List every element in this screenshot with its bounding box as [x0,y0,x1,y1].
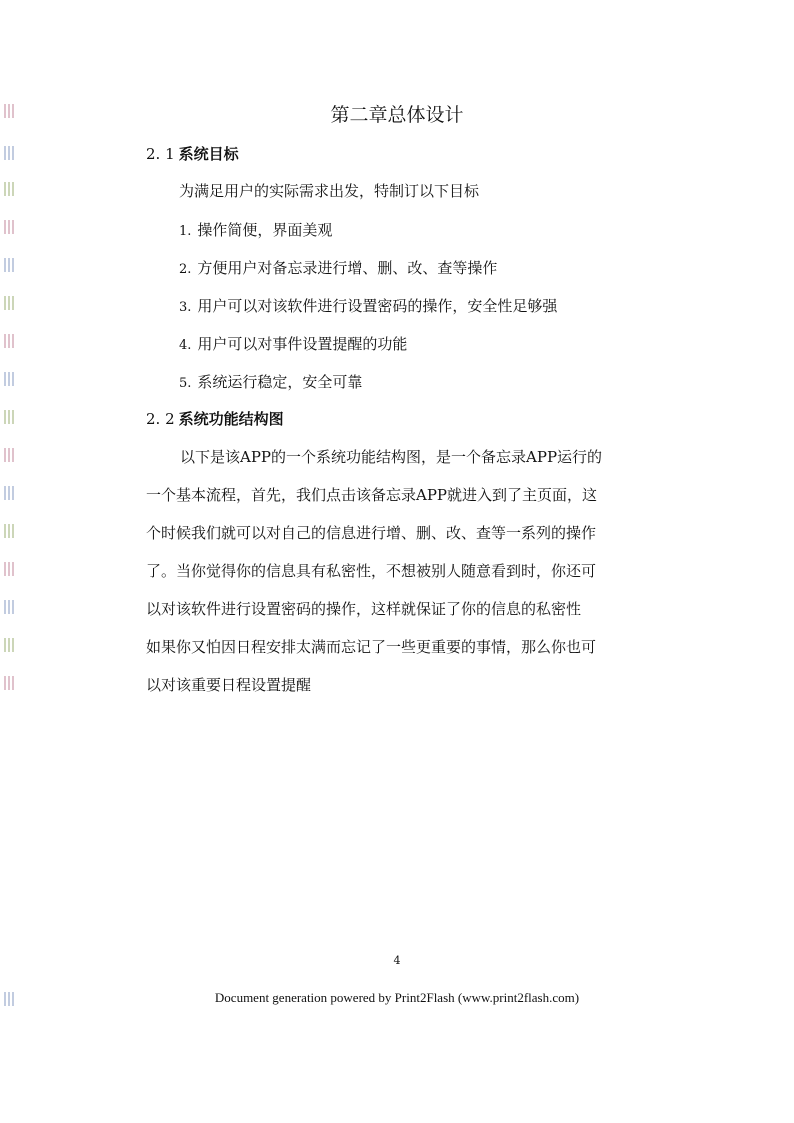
chapter-title: 第二章总体设计 [330,104,464,126]
goal-item: 3. 用户可以对该软件进行设置密码的操作，安全性足够强 [179,297,558,315]
margin-artifact-mark [4,372,14,386]
margin-artifact-mark [4,410,14,424]
margin-artifact-mark [4,448,14,462]
section-title: 系统功能结构图 [178,410,284,428]
margin-artifact-mark [4,334,14,348]
body-paragraph [146,438,651,704]
margin-artifact-mark [4,486,14,500]
section-number: 2. 2 [146,410,175,428]
margin-artifact-mark [4,220,14,234]
paragraph-line: 一个基本流程，首先，我们点击该备忘录APP就进入到了主页面，这 [146,486,598,504]
margin-artifact-mark [4,600,14,614]
paragraph-line: 个时候我们就可以对自己的信息进行增、删、改、查等一系列的操作 [146,524,597,542]
margin-artifact-mark [4,258,14,272]
goal-item: 1. 操作简便，界面美观 [179,221,333,239]
paragraph-line: 如果你又怕因日程安排太满而忘记了一些更重要的事情，那么你也可 [146,638,597,656]
paragraph-line: 以对该重要日程设置提醒 [146,676,312,694]
margin-artifact-mark [4,524,14,538]
margin-artifact-mark [4,146,14,160]
section-heading-2-1 [146,143,239,164]
goal-item: 5. 系统运行稳定，安全可靠 [179,373,363,391]
margin-artifact-mark [4,676,14,690]
margin-artifact-mark [4,182,14,196]
margin-artifact-mark [4,562,14,576]
margin-artifact-mark [4,296,14,310]
goal-item: 2. 方便用户对备忘录进行增、删、改、查等操作 [179,259,498,277]
section-title: 系统目标 [178,145,239,163]
section-number: 2. 1 [146,145,175,163]
margin-artifact-mark [4,638,14,652]
section-intro: 为满足用户的实际需求出发，特制订以下目标 [179,182,480,200]
page-number: 4 [393,954,401,967]
paragraph-line: 了。当你觉得你的信息具有私密性，不想被别人随意看到时，你还可 [146,562,597,580]
paragraph-line: 以下是该APP的一个系统功能结构图，是一个备忘录APP运行的 [180,448,603,466]
goal-item: 4. 用户可以对事件设置提醒的功能 [179,335,408,353]
section-heading-2-2 [146,408,284,429]
footer-credit: Document generation powered by Print2Flash (www.print2flash.com) [214,990,580,1005]
paragraph-line: 以对该软件进行设置密码的操作，这样就保证了你的信息的私密性 [146,600,582,618]
